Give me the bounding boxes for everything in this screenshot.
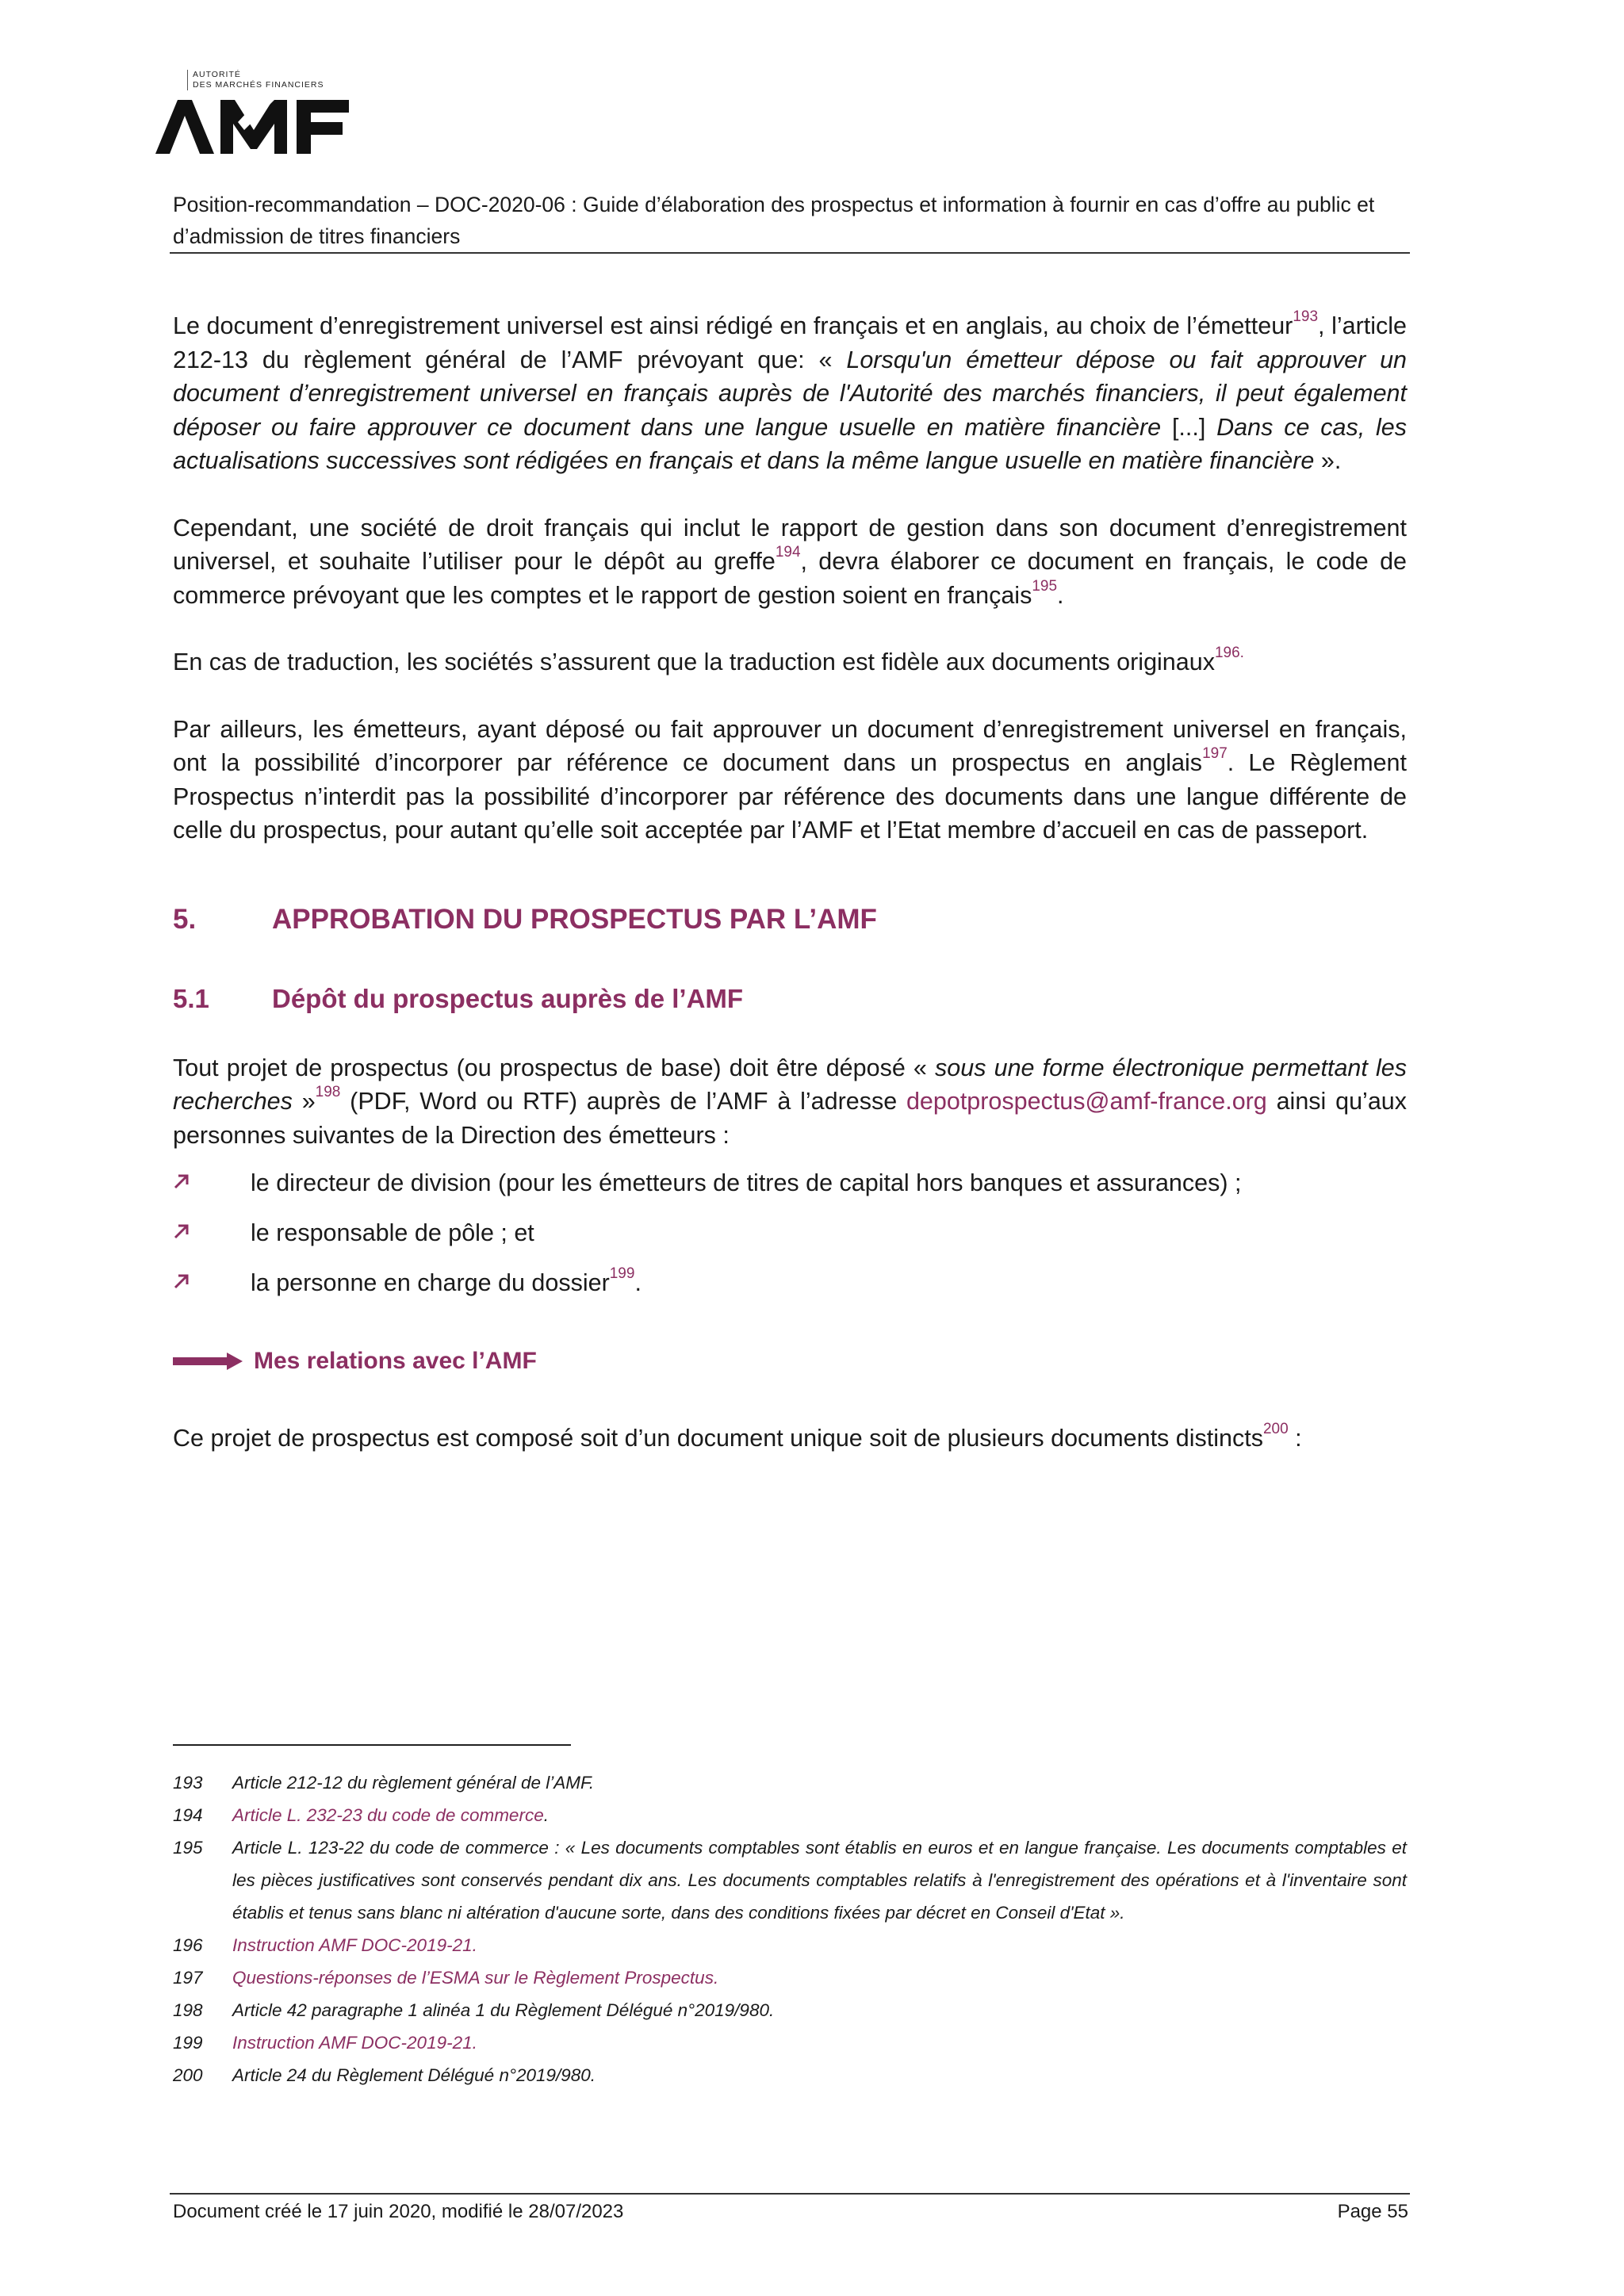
section-heading-5	[173, 903, 1407, 937]
p2-text-2: , devra élaborer ce document en français, le code de commerce prévoyant que les comptes et le rapport de gestion soient en français	[173, 548, 1407, 609]
footer-divider	[170, 2193, 1410, 2195]
footnote-ref-197[interactable]: 197	[1202, 745, 1228, 762]
footnote-item	[173, 1994, 1407, 2026]
bullet-list	[173, 1166, 1407, 1316]
footnote-link[interactable]: Questions-réponses de l’ESMA sur le Règlement Prospectus.	[232, 1968, 719, 1988]
subsection-title: Dépôt du prospectus auprès de l’AMF	[272, 984, 744, 1013]
footnote-item	[173, 2026, 1407, 2059]
p6-text-2: :	[1288, 1424, 1302, 1452]
footnote-link[interactable]: Instruction AMF DOC-2019-21.	[232, 2033, 477, 2053]
p5-text-3: (PDF, Word ou RTF) auprès de l’AMF à l’adresse	[340, 1088, 906, 1115]
bullet-text-tail: .	[634, 1269, 642, 1296]
paragraph-1	[173, 309, 1407, 478]
footnote-text-tail: .	[543, 1805, 549, 1825]
north-east-arrow-icon	[173, 1166, 251, 1200]
section-number: 5.	[173, 903, 197, 935]
footnote-ref-194[interactable]: 194	[775, 544, 801, 561]
footnote-item	[173, 1961, 1407, 1994]
footnote-item	[173, 2059, 1407, 2091]
logo-caption	[187, 70, 324, 90]
bullet-text: le responsable de pôle ; et	[251, 1219, 534, 1246]
footnote-divider	[173, 1744, 571, 1746]
paragraph-2	[173, 511, 1407, 613]
footnote-text: Article L. 123-22 du code de commerce : « Les documents comptables sont établis en euros et en langue française. Les documents comptables et les pièces justificatives sont conservés pendant dix ans. Les documents comptables relatifs à l'enregistrement des opérations et à l'inventaire sont établis et tenus sans blanc ni altération d'aucune sorte, dans des conditions fixées par décret en Conseil d'Etat ».	[232, 1838, 1407, 1923]
north-east-arrow-icon	[173, 1266, 251, 1300]
footnote-link[interactable]: Article L. 232-23 du code de commerce	[232, 1805, 544, 1825]
mes-relations-label: Mes relations avec l’AMF	[254, 1348, 537, 1374]
footnote-number: 196	[173, 1935, 203, 1955]
p1-text-1: Le document d’enregistrement universel est ainsi rédigé en français et en anglais, au choix de l’émetteur	[173, 312, 1293, 339]
main-content	[173, 309, 1407, 1488]
footnote-text: Article 212-12 du règlement général de l’AMF.	[232, 1773, 595, 1793]
p1-quote-1: Lorsqu'un émetteur dépose ou fait approuver un document d’enregistrement universel en français auprès de l'Autorité des marchés financiers, il peut également déposer ou faire approuver ce document dans une langue usuelle en matière financière	[173, 346, 1407, 441]
mes-relations-callout[interactable]	[173, 1345, 1407, 1379]
logo-caption-line1: AUTORITÉ	[193, 70, 241, 79]
paragraph-3	[173, 645, 1407, 679]
footnote-ref-200[interactable]: 200	[1262, 1420, 1289, 1437]
footnote-text: Article 24 du Règlement Délégué n°2019/980.	[232, 2065, 596, 2085]
document-header-title: Position-recommandation – DOC-2020-06 : Guide d’élaboration des prospectus et information à fournir en cas d’offre au public et d’admission de titres financiers	[173, 193, 1375, 248]
paragraph-4	[173, 713, 1407, 848]
bullet-text: le directeur de division (pour les émetteurs de titres de capital hors banques et assurances) ;	[251, 1169, 1242, 1196]
subsection-heading-5-1	[173, 982, 1407, 1016]
footnote-text: Article 42 paragraphe 1 alinéa 1 du Règlement Délégué n°2019/980.	[232, 2000, 775, 2020]
list-item	[173, 1216, 1407, 1266]
right-arrow-icon	[173, 1353, 243, 1370]
p1-quote-2: Dans ce cas, les actualisations successives sont rédigées en français et dans la même langue usuelle en matière financière	[173, 413, 1407, 474]
footnote-item	[173, 1929, 1407, 1961]
p2-text-3: .	[1057, 581, 1064, 609]
footnote-number: 197	[173, 1968, 203, 1988]
footer-document-date: Document créé le 17 juin 2020, modifié le 28/07/2023	[173, 2201, 624, 2222]
north-east-arrow-icon	[173, 1216, 251, 1250]
paragraph-6	[173, 1422, 1407, 1456]
p3-text-1: En cas de traduction, les sociétés s’assurent que la traduction est fidèle aux documents originaux	[173, 649, 1215, 675]
footnotes	[173, 1766, 1407, 2091]
p5-text-4: ainsi qu’aux personnes suivantes de la Direction des émetteurs :	[173, 1088, 1407, 1149]
footnote-number: 199	[173, 2033, 203, 2053]
logo-caption-line2: DES MARCHÉS FINANCIERS	[193, 80, 324, 90]
footer-page-number: Page 55	[1337, 2201, 1408, 2222]
footnote-ref-198[interactable]: 198	[315, 1084, 341, 1100]
footnote-ref-193[interactable]: 193	[1293, 308, 1319, 325]
footnote-number: 200	[173, 2065, 203, 2085]
footnote-item	[173, 1831, 1407, 1929]
footnote-number: 198	[173, 2000, 203, 2020]
footnote-ref-195[interactable]: 195	[1032, 577, 1058, 595]
p4-text-2: . Le Règlement Prospectus n’interdit pas la possibilité d’incorporer par référence des documents dans une langue différente de celle du prospectus, pour autant qu’elle soit acceptée par l’AMF et l’Etat membre d’accueil en cas de passeport.	[173, 749, 1407, 844]
email-link[interactable]: depotprospectus@amf-france.org	[906, 1088, 1267, 1115]
footnote-ref-199[interactable]: 199	[609, 1265, 635, 1282]
p6-text-1: Ce projet de prospectus est composé soit d’un document unique soit de plusieurs documents distincts	[173, 1424, 1263, 1452]
footnote-number: 194	[173, 1805, 203, 1825]
subsection-number: 5.1	[173, 984, 209, 1013]
paragraph-5	[173, 1051, 1407, 1153]
p1-text-4: ».	[1314, 447, 1342, 474]
footnote-ref-196[interactable]: 196.	[1214, 645, 1244, 661]
p5-text-1: Tout projet de prospectus (ou prospectus de base) doit être déposé «	[173, 1054, 936, 1081]
footnote-link[interactable]: Instruction AMF DOC-2019-21.	[232, 1935, 477, 1955]
list-item	[173, 1166, 1407, 1216]
p1-text-3: [...]	[1161, 413, 1217, 441]
p4-text-1: Par ailleurs, les émetteurs, ayant déposé ou fait approuver un document d’enregistrement universel en français, ont la possibilité d’incorporer par référence ce document dans un prospectus en anglais	[173, 715, 1407, 776]
p2-text-1: Cependant, une société de droit français qui inclut le rapport de gestion dans son document d’enregistrement universel, et souhaite l’utiliser pour le dépôt au greffe	[173, 514, 1407, 575]
amf-logo-mark	[155, 98, 354, 155]
footnote-number: 195	[173, 1838, 203, 1858]
amf-logo	[155, 67, 362, 162]
list-item	[173, 1266, 1407, 1316]
footnote-item	[173, 1799, 1407, 1831]
footnote-number: 193	[173, 1773, 203, 1793]
p1-text-2: , l’article 212-13 du règlement général de l’AMF prévoyant que: «	[173, 312, 1407, 373]
p5-text-2: »	[292, 1088, 316, 1115]
header-divider	[170, 252, 1410, 254]
footnote-item	[173, 1766, 1407, 1799]
section-title: APPROBATION DU PROSPECTUS PAR L’AMF	[272, 903, 877, 935]
p5-quote: sous une forme électronique permettant les recherches	[173, 1054, 1407, 1115]
bullet-text: la personne en charge du dossier	[251, 1269, 610, 1296]
